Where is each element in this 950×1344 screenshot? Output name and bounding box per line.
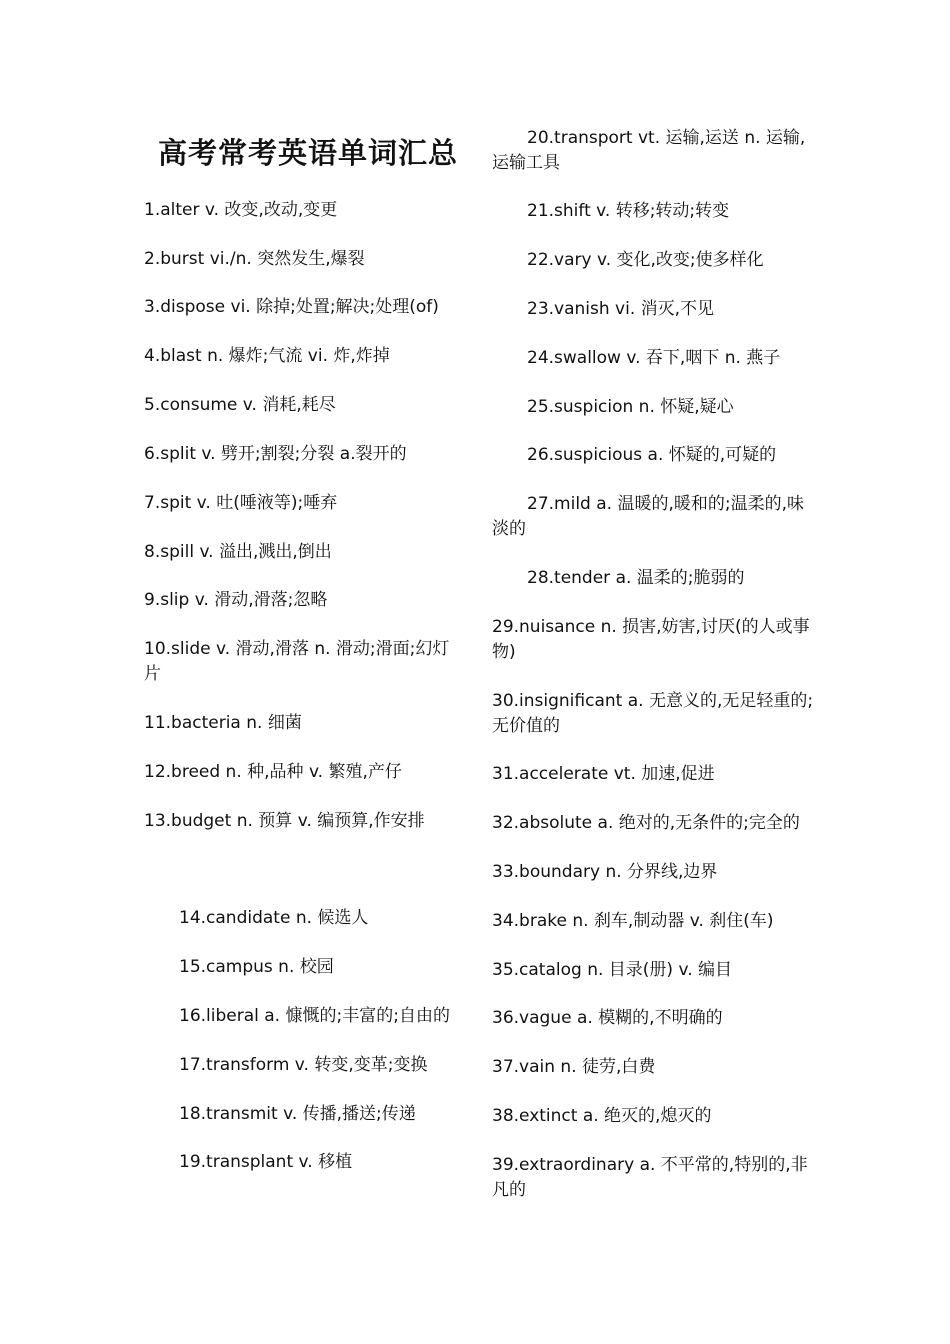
vocab-entry-3: 3.dispose vi. 除掉;处置;解决;处理(of): [144, 297, 439, 317]
vocab-entry-2: 2.burst vi./n. 突然发生,爆裂: [144, 249, 365, 269]
vocab-entry-33: 33.boundary n. 分界线,边界: [492, 862, 718, 882]
vocab-entry-18: 18.transmit v. 传播,播送;传递: [179, 1104, 416, 1124]
vocab-entry-37: 37.vain n. 徒劳,白费: [492, 1057, 656, 1077]
vocab-entry-27: 27.mild a. 温暖的,暖和的;温柔的,味淡的: [492, 494, 804, 539]
vocab-entry-25: 25.suspicion n. 怀疑,疑心: [527, 397, 734, 417]
vocab-entry-4: 4.blast n. 爆炸;气流 vi. 炸,炸掉: [144, 346, 390, 366]
vocab-entry-13: 13.budget n. 预算 v. 编预算,作安排: [144, 811, 425, 831]
vocab-entry-36: 36.vague a. 模糊的,不明确的: [492, 1008, 723, 1028]
page-title: 高考常考英语单词汇总: [158, 136, 459, 170]
vocab-entry-28: 28.tender a. 温柔的;脆弱的: [527, 568, 745, 588]
vocab-entry-20: 20.transport vt. 运输,运送 n. 运输,运输工具: [492, 128, 806, 173]
vocab-entry-19: 19.transplant v. 移植: [179, 1152, 353, 1172]
vocab-entry-17: 17.transform v. 转变,变革;变换: [179, 1055, 428, 1075]
vocab-entry-7: 7.spit v. 吐(唾液等);唾弃: [144, 493, 338, 513]
vocab-entry-24: 24.swallow v. 吞下,咽下 n. 燕子: [527, 348, 781, 368]
vocab-entry-15: 15.campus n. 校园: [179, 957, 334, 977]
vocab-entry-11: 11.bacteria n. 细菌: [144, 713, 302, 733]
vocab-entry-34: 34.brake n. 刹车,制动器 v. 刹住(车): [492, 911, 774, 931]
vocab-entry-5: 5.consume v. 消耗,耗尽: [144, 395, 336, 415]
vocab-entry-26: 26.suspicious a. 怀疑的,可疑的: [527, 445, 777, 465]
vocab-entry-16: 16.liberal a. 慷慨的;丰富的;自由的: [179, 1006, 450, 1026]
vocab-entry-39: 39.extraordinary a. 不平常的,特别的,非凡的: [492, 1155, 808, 1200]
vocab-entry-29: 29.nuisance n. 损害,妨害,讨厌(的人或事物): [492, 617, 810, 662]
vocab-entry-9: 9.slip v. 滑动,滑落;忽略: [144, 590, 328, 610]
vocab-entry-21: 21.shift v. 转移;转动;转变: [527, 201, 730, 221]
vocab-entry-23: 23.vanish vi. 消灭,不见: [527, 299, 715, 319]
vocab-entry-32: 32.absolute a. 绝对的,无条件的;完全的: [492, 813, 800, 833]
vocab-entry-12: 12.breed n. 种,品种 v. 繁殖,产仔: [144, 762, 402, 782]
vocab-entry-22: 22.vary v. 变化,改变;使多样化: [527, 250, 764, 270]
vocab-entry-14: 14.candidate n. 候选人: [179, 908, 369, 928]
vocab-entry-31: 31.accelerate vt. 加速,促进: [492, 764, 715, 784]
vocab-entry-1: 1.alter v. 改变,改动,变更: [144, 200, 338, 220]
vocab-entry-30: 30.insignificant a. 无意义的,无足轻重的;无价值的: [492, 691, 814, 736]
vocab-entry-8: 8.spill v. 溢出,溅出,倒出: [144, 542, 332, 562]
vocab-entry-10: 10.slide v. 滑动,滑落 n. 滑动;滑面;幻灯片: [144, 639, 450, 684]
vocab-entry-6: 6.split v. 劈开;割裂;分裂 a.裂开的: [144, 444, 407, 464]
vocab-entry-38: 38.extinct a. 绝灭的,熄灭的: [492, 1106, 712, 1126]
vocab-entry-35: 35.catalog n. 目录(册) v. 编目: [492, 960, 733, 980]
